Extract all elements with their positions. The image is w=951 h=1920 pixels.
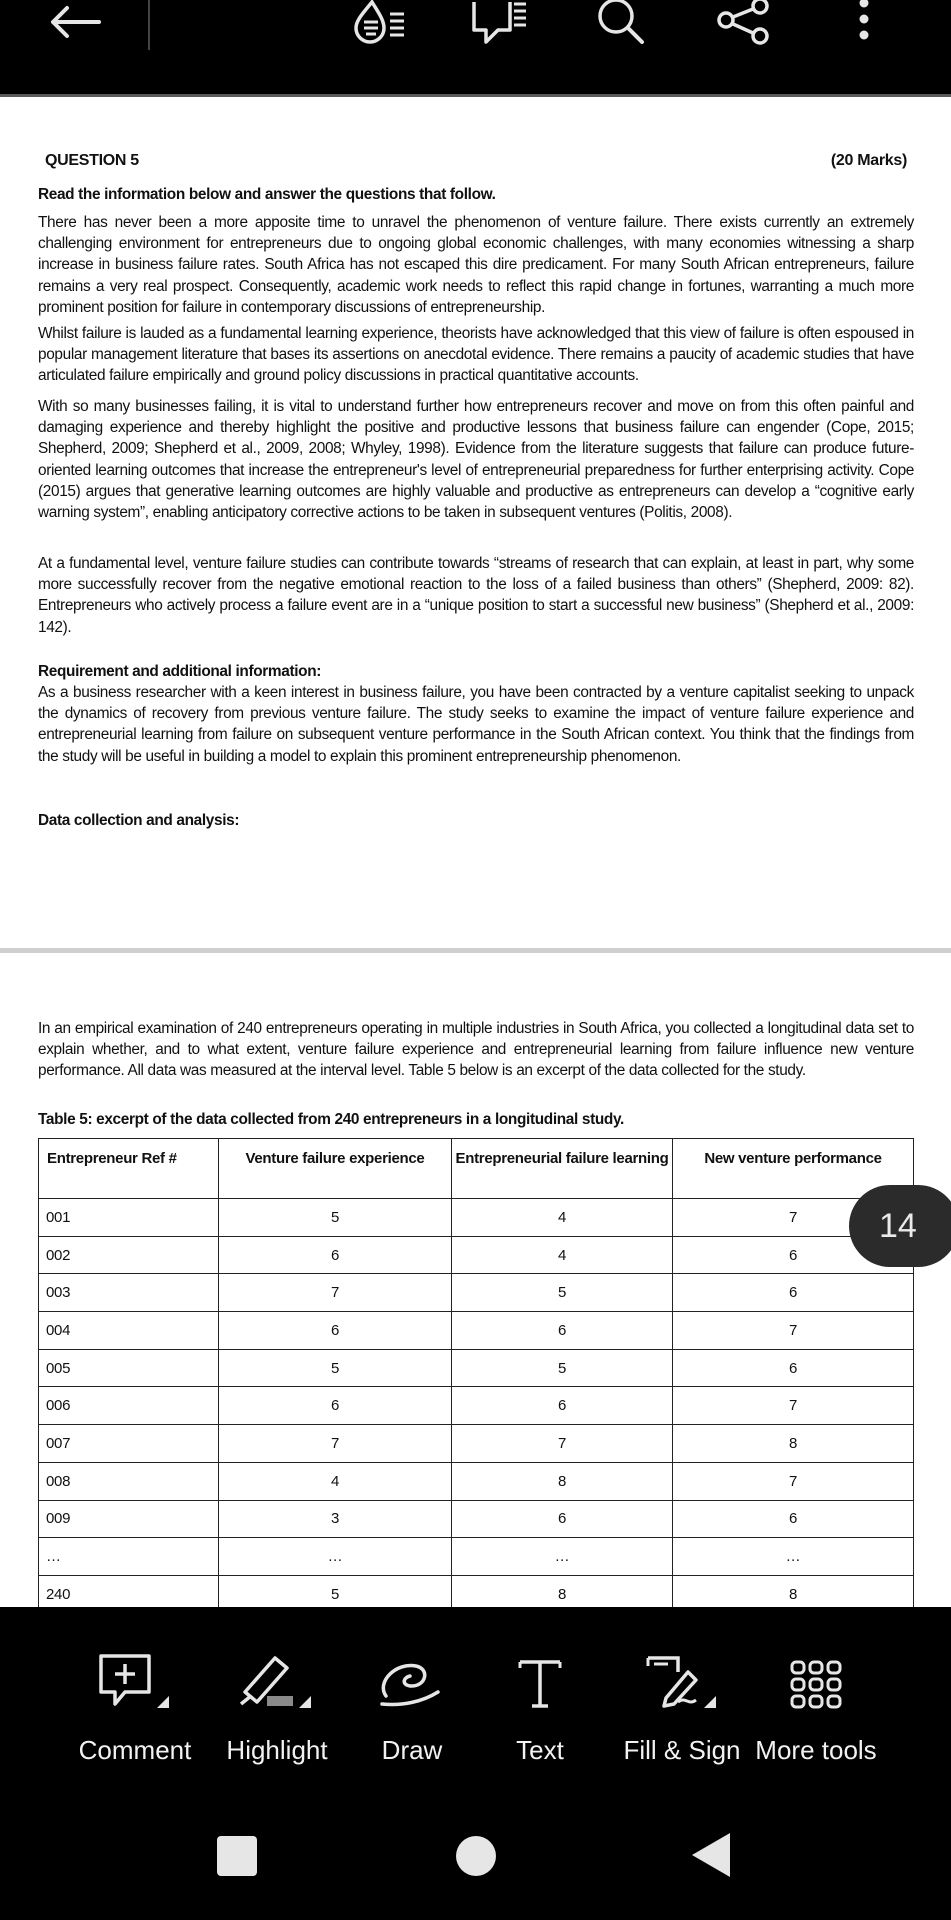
fill-sign-tool[interactable] bbox=[612, 1607, 752, 1767]
column-header: New venture performance bbox=[673, 1139, 914, 1199]
column-header: Entrepreneurial failure learning bbox=[452, 1139, 673, 1199]
table-row bbox=[39, 1462, 914, 1500]
table-caption: Table 5: excerpt of the data collected from 240 entrepreneurs in a longitudinal study. bbox=[38, 1111, 624, 1128]
draw-label: Draw bbox=[381, 1735, 443, 1765]
page-number: 14 bbox=[879, 1206, 917, 1245]
table-row bbox=[39, 1425, 914, 1463]
table-cell: 5 bbox=[219, 1575, 452, 1613]
table-cell: 6 bbox=[673, 1500, 914, 1538]
more-tools-label: More tools bbox=[755, 1735, 877, 1765]
highlight-tool[interactable] bbox=[217, 1607, 337, 1767]
table-cell: 007 bbox=[39, 1425, 219, 1463]
back-arrow-icon[interactable] bbox=[40, 0, 110, 44]
paragraph-1: There has never been a more apposite time to unravel the phenomenon of venture failure. There exists currently an extremely challenging environment for entrepreneurs due to ongoing global economic challenges, with many economies witnessing a sharp increase in business failure rates. South Africa has not escaped this dire predicament. For many South African entrepreneurs, failure remains a very real prospect. Consequently, academic work needs to reflect this rapid change in fortunes, warranting a much more prominent position for failure in contemporary discussions of entrepreneurship. bbox=[38, 214, 914, 316]
fill-sign-label: Fill & Sign bbox=[623, 1735, 741, 1765]
draw-tool[interactable] bbox=[352, 1607, 472, 1767]
table-cell: 002 bbox=[39, 1236, 219, 1274]
table-row bbox=[39, 1538, 914, 1576]
share-icon[interactable] bbox=[712, 0, 776, 44]
table-cell: 7 bbox=[219, 1425, 452, 1463]
table-cell: 6 bbox=[452, 1387, 673, 1425]
document-page-13 bbox=[0, 97, 951, 948]
requirement-heading: Requirement and additional information: bbox=[38, 663, 322, 680]
intro-paragraph: In an empirical examination of 240 entrepreneurs operating in multiple industries in South Africa, you collected a longitudinal data set to explain whether, and to what extent, venture failure experience and entrepreneurial learning from failure influence new venture performance. All data was measured at the interval level. Table 5 below is an excerpt of the data collected for the study. bbox=[38, 1020, 914, 1080]
table-cell: 6 bbox=[673, 1274, 914, 1312]
paragraph-2: Whilst failure is lauded as a fundamental learning experience, theorists have acknowledged that this view of failure is often espoused in popular management literature that bases its assertions on anecdotal evidence. There remains a paucity of academic studies that have articulated failure empirically and ground policy discussions in practical quantitative accounts. bbox=[38, 325, 914, 385]
table-row bbox=[39, 1236, 914, 1274]
paragraph-3: With so many businesses failing, it is vital to understand further how entrepreneurs recover and move on from this often painful and damaging experience and thereby highlight the positive and productive lessons that business failure can engender (Cope, 2015; Shepherd, 2009; Shepherd et al., 2009, 2008; Whyley, 1998). Evidence from the literature suggests that failure can produce future-oriented learning outcomes that increase the entrepreneur's level of entrepreneurial preparedness for further enterprising activity. Cope (2015) argues that generative learning outcomes are highly valuable and productive as entrepreneurs can develop a “cognitive early warning system”, enabling anticipatory corrective actions to be taken in subsequent ventures (Politis, 2008). bbox=[38, 398, 914, 522]
table-cell: 4 bbox=[219, 1462, 452, 1500]
table-cell: 6 bbox=[673, 1236, 914, 1274]
recents-icon[interactable] bbox=[216, 1835, 258, 1882]
table-row bbox=[39, 1500, 914, 1538]
table-cell: 009 bbox=[39, 1500, 219, 1538]
table-cell: 7 bbox=[219, 1274, 452, 1312]
draw-icon bbox=[372, 1652, 452, 1721]
comment-label: Comment bbox=[78, 1735, 192, 1765]
table-cell: … bbox=[219, 1538, 452, 1576]
table-cell: 3 bbox=[219, 1500, 452, 1538]
text-tool[interactable] bbox=[480, 1607, 600, 1767]
table-row bbox=[39, 1274, 914, 1312]
question-title: QUESTION 5 bbox=[45, 152, 139, 169]
back-icon[interactable] bbox=[690, 1831, 732, 1884]
table-cell: 6 bbox=[452, 1500, 673, 1538]
text-label: Text bbox=[516, 1735, 564, 1765]
table-cell: … bbox=[673, 1538, 914, 1576]
table-cell: 6 bbox=[673, 1349, 914, 1387]
table-cell: 7 bbox=[673, 1462, 914, 1500]
table-cell: 6 bbox=[219, 1236, 452, 1274]
data-table bbox=[38, 1138, 914, 1614]
table-row bbox=[39, 1387, 914, 1425]
bottom-toolbar bbox=[0, 1607, 951, 1920]
table-cell: 7 bbox=[673, 1312, 914, 1350]
table-cell: 8 bbox=[452, 1462, 673, 1500]
table-cell: 5 bbox=[219, 1199, 452, 1237]
document-page-14 bbox=[0, 953, 951, 1607]
table-cell: 8 bbox=[673, 1575, 914, 1613]
table-header-row bbox=[39, 1139, 914, 1199]
top-toolbar bbox=[0, 0, 951, 96]
highlighter-icon bbox=[237, 1652, 317, 1721]
table-cell: 6 bbox=[452, 1312, 673, 1350]
table-row bbox=[39, 1199, 914, 1237]
table-cell: … bbox=[452, 1538, 673, 1576]
comment-tool[interactable] bbox=[75, 1607, 195, 1767]
text-icon bbox=[508, 1652, 572, 1721]
table-cell: 001 bbox=[39, 1199, 219, 1237]
highlight-label: Highlight bbox=[226, 1735, 328, 1765]
table-cell: 4 bbox=[452, 1236, 673, 1274]
table-cell: 7 bbox=[673, 1387, 914, 1425]
data-collection-heading: Data collection and analysis: bbox=[38, 812, 240, 829]
comment-add-icon bbox=[95, 1652, 175, 1721]
table-cell: 7 bbox=[452, 1425, 673, 1463]
more-vertical-icon[interactable] bbox=[846, 0, 882, 44]
table-cell: 240 bbox=[39, 1575, 219, 1613]
instruction-text: Read the information below and answer the questions that follow. bbox=[38, 186, 496, 203]
column-header: Entrepreneur Ref # bbox=[39, 1139, 219, 1199]
paragraph-4: At a fundamental level, venture failure studies can contribute towards “streams of research that can explain, at least in part, why some more successfully recover from the negative emotional reaction to the loss of a failed business than others” (Shepherd, 2009: 82). Entrepreneurs who actively process a failure event are in a “unique position to start a successful new business” (Shepherd et al., 2009: 142). bbox=[38, 555, 914, 636]
table-cell: 8 bbox=[452, 1575, 673, 1613]
read-aloud-icon[interactable] bbox=[348, 0, 412, 44]
table-cell: 008 bbox=[39, 1462, 219, 1500]
table-cell: 5 bbox=[452, 1349, 673, 1387]
table-cell: 004 bbox=[39, 1312, 219, 1350]
toolbar-separator bbox=[148, 0, 150, 50]
table-cell: 003 bbox=[39, 1274, 219, 1312]
table-cell: 8 bbox=[673, 1425, 914, 1463]
table-cell: 5 bbox=[452, 1274, 673, 1312]
table-row bbox=[39, 1349, 914, 1387]
table-cell: 005 bbox=[39, 1349, 219, 1387]
page-number-badge[interactable] bbox=[849, 1185, 951, 1267]
table-row bbox=[39, 1312, 914, 1350]
column-header: Venture failure experience bbox=[219, 1139, 452, 1199]
table-cell: 5 bbox=[219, 1349, 452, 1387]
fill-sign-icon bbox=[642, 1652, 722, 1721]
question-marks: (20 Marks) bbox=[830, 152, 907, 169]
table-cell: 6 bbox=[219, 1312, 452, 1350]
search-icon[interactable] bbox=[590, 0, 650, 44]
table-cell: 006 bbox=[39, 1387, 219, 1425]
more-tools-tool[interactable] bbox=[756, 1607, 876, 1767]
requirement-text: As a business researcher with a keen interest in business failure, you have been contracted by a venture capitalist seeking to unpack the dynamics of recovery from previous venture failure. The study seeks to examine the impact of venture failure experience and entrepreneurial learning from failure on subsequent venture performance in the South African context. You think that the findings from the study will be useful in building a model to explain this prominent entrepreneurship phenomenon. bbox=[38, 684, 914, 765]
table-cell: 6 bbox=[219, 1387, 452, 1425]
table-cell: 4 bbox=[452, 1199, 673, 1237]
grid-icon bbox=[784, 1652, 848, 1721]
table-cell: 7 bbox=[673, 1199, 914, 1237]
table-cell: … bbox=[39, 1538, 219, 1576]
comments-icon[interactable] bbox=[468, 0, 532, 44]
home-icon[interactable] bbox=[455, 1835, 497, 1882]
